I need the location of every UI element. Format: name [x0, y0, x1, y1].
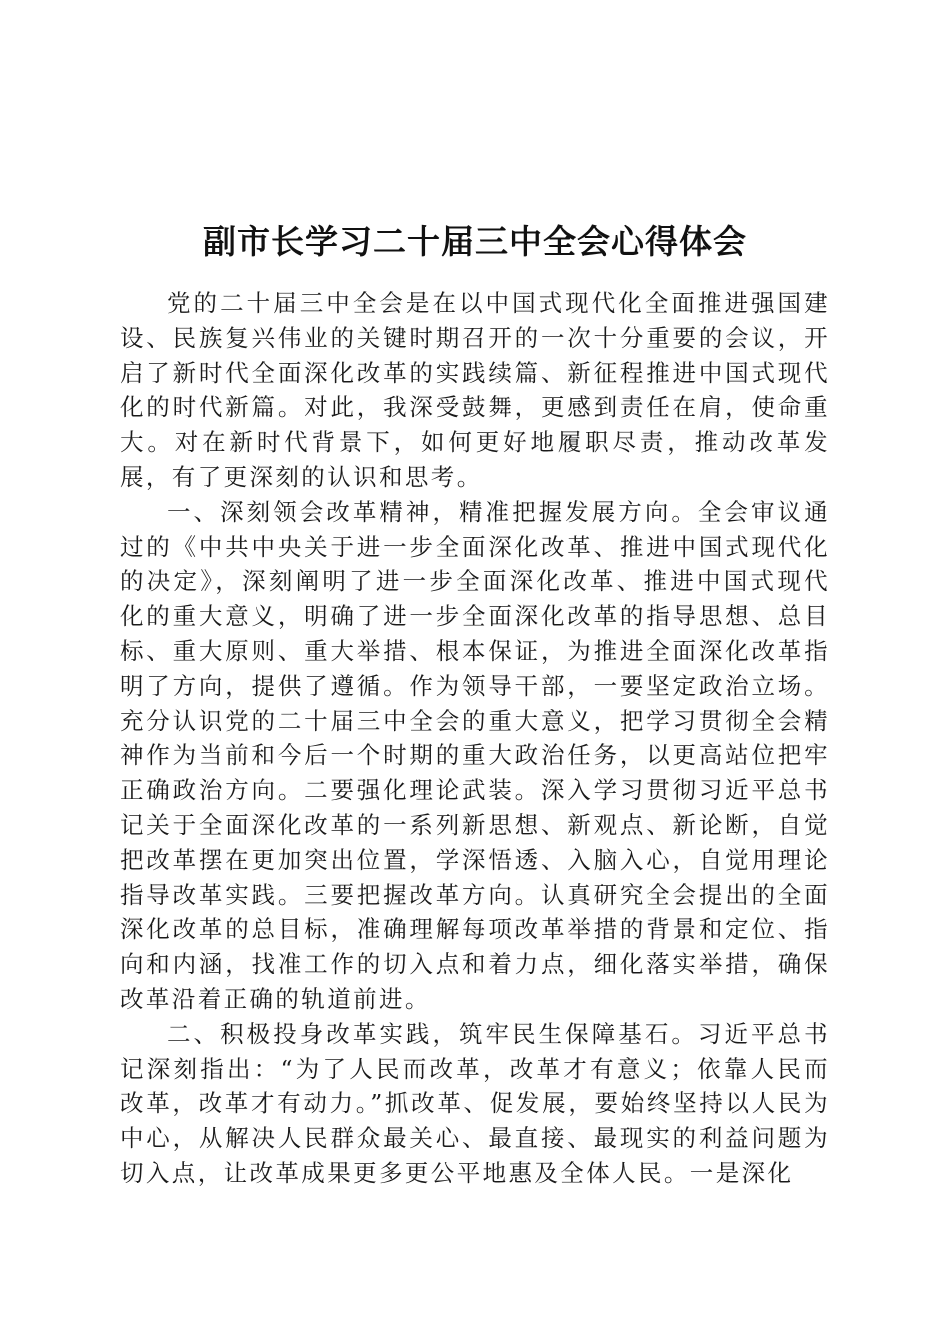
document-body — [120, 286, 830, 1191]
paragraph-intro: 党的二十届三中全会是在以中国式现代化全面推进强国建设、民族复兴伟业的关键时期召开的一次十分重要的会议，开启了新时代全面深化改革的实践续篇、新征程推进中国式现代化的时代新篇。对此，我深受鼓舞，更感到责任在肩，使命重大。对在新时代背景下，如何更好地履职尽责，推动改革发展，有了更深刻的认识和思考。 — [120, 289, 830, 491]
paragraph-section-two: 二、积极投身改革实践，筑牢民生保障基石。习近平总书记深刻指出：“为了人民而改革，改革才有意义；依靠人民而改革，改革才有动力。”抓改革、促发展，要始终坚持以人民为中心，从解决人民群众最关心、最直接、最现实的利益问题为切入点，让改革成果更多更公平地惠及全体人民。一是深化 — [120, 1019, 830, 1187]
document-title: 副市长学习二十届三中全会心得体会 — [203, 222, 747, 262]
paragraph-section-one: 一、深刻领会改革精神，精准把握发展方向。全会审议通过的《中共中央关于进一步全面深化改革、推进中国式现代化的决定》，深刻阐明了进一步全面深化改革、推进中国式现代化的重大意义，明确了进一步全面深化改革的指导思想、总目标、重大原则、重大举措、根本保证，为推进全面深化改革指明了方向，提供了遵循。作为领导干部，一要坚定政治立场。充分认识党的二十届三中全会的重大意义，把学习贯彻全会精神作为当前和今后一个时期的重大政治任务，以更高站位把牢正确政治方向。二要强化理论武装。深入学习贯彻习近平总书记关于全面深化改革的一系列新思想、新观点、新论断，自觉把改革摆在更加突出位置，学深悟透、入脑入心，自觉用理论指导改革实践。三要把握改革方向。认真研究全会提出的全面深化改革的总目标，准确理解每项改革举措的背景和定位、指向和内涵，找准工作的切入点和着力点，细化落实举措，确保改革沿着正确的轨道前进。 — [120, 497, 830, 1013]
